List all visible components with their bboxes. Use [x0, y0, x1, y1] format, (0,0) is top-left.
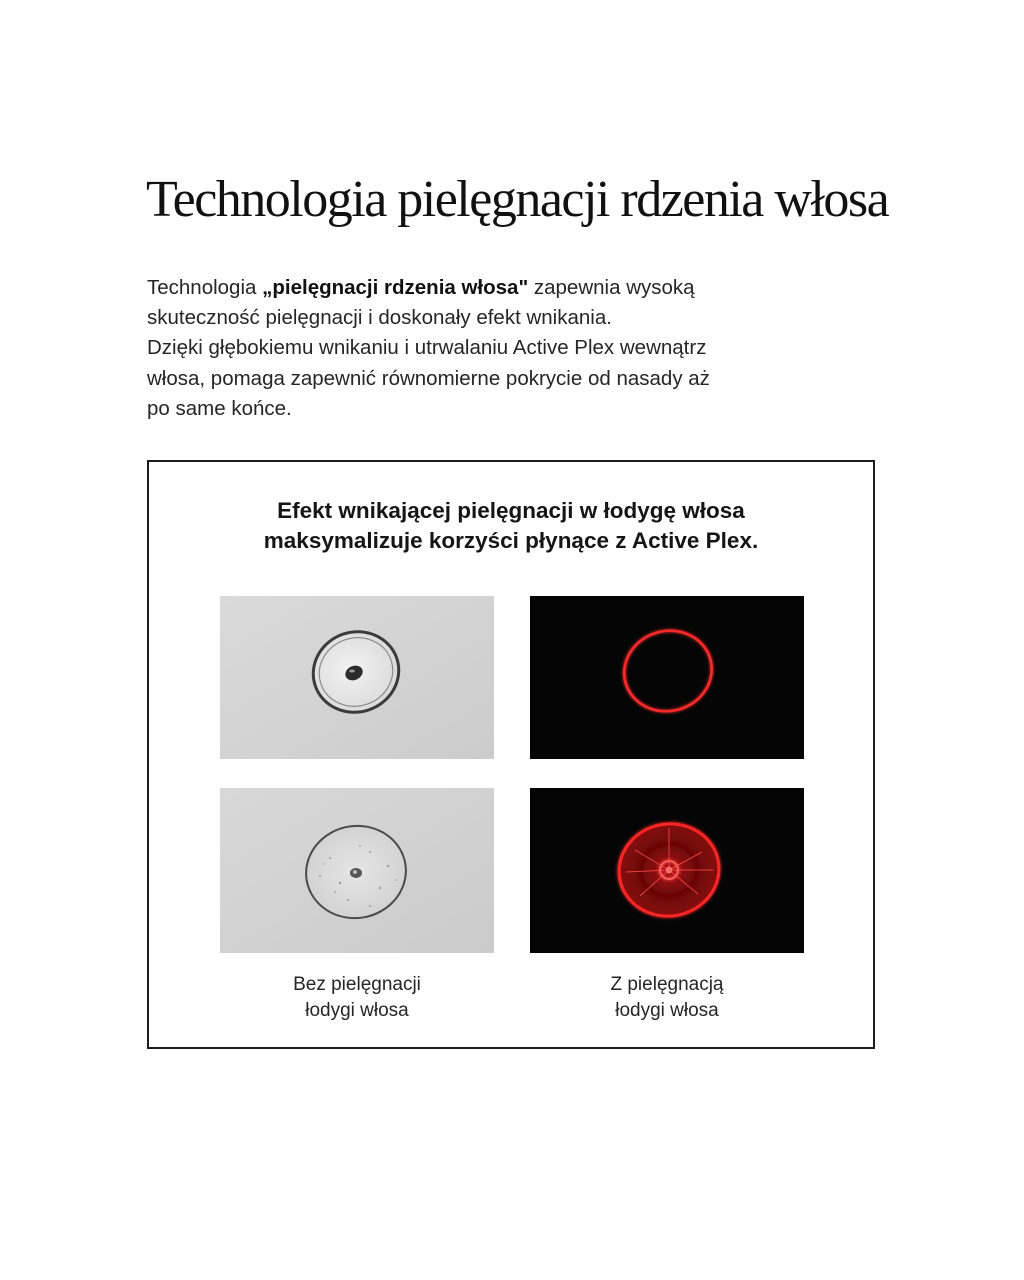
fluorescence-background: [530, 596, 804, 759]
page-title: Technologia pielęgnacji rdzenia włosa: [146, 171, 889, 228]
intro-text-line5: po same końce.: [147, 396, 292, 420]
intro-text-line3: Dzięki głębokiemu wnikaniu i utrwalaniu Active Plex wewnątrz: [147, 336, 707, 360]
figure-heading-line2: maksymalizuje korzyści płynące z Active Plex.: [263, 528, 759, 553]
micrograph-treated-fluorescence: [530, 788, 804, 953]
figure-heading: [149, 496, 873, 556]
caption-untreated: [220, 972, 494, 1024]
intro-text-line1-rest: zapewnia wysoką: [528, 276, 695, 299]
intro-text-line2: skuteczność pielęgnacji i doskonały efekt wnikania.: [147, 306, 612, 330]
figure-box: [147, 460, 875, 1049]
micrograph-treated-fluorescence-image: [530, 788, 804, 953]
micrograph-untreated-brightfield: [220, 596, 494, 759]
intro-text-line4: włosa, pomaga zapewnić równomierne pokrycie od nasady aż: [147, 366, 710, 390]
hair-medulla-highlight: [349, 670, 355, 673]
hair-medulla-highlight: [353, 870, 357, 874]
micrograph-untreated-fluorescence-image: [530, 596, 804, 759]
caption-treated: [530, 972, 804, 1024]
caption-treated-line1: Z pielęgnacją: [610, 974, 724, 995]
intro-bold-phrase: „pielęgnacji rdzenia włosa": [262, 276, 529, 299]
intro-paragraph: [147, 273, 847, 424]
micrograph-untreated-brightfield-image: [220, 596, 494, 759]
intro-text-prefix: Technologia: [147, 276, 263, 299]
micrograph-treated-brightfield: [220, 788, 494, 953]
caption-untreated-line2: łodygi włosa: [305, 1000, 409, 1021]
fluorescent-medulla-core: [666, 867, 673, 874]
caption-untreated-line1: Bez pielęgnacji: [293, 974, 421, 995]
micrograph-untreated-fluorescence: [530, 596, 804, 759]
micrograph-treated-brightfield-image: [220, 788, 494, 953]
caption-treated-line2: łodygi włosa: [615, 1000, 719, 1021]
figure-heading-line1: Efekt wnikającej pielęgnacji w łodygę włosa: [277, 498, 745, 523]
